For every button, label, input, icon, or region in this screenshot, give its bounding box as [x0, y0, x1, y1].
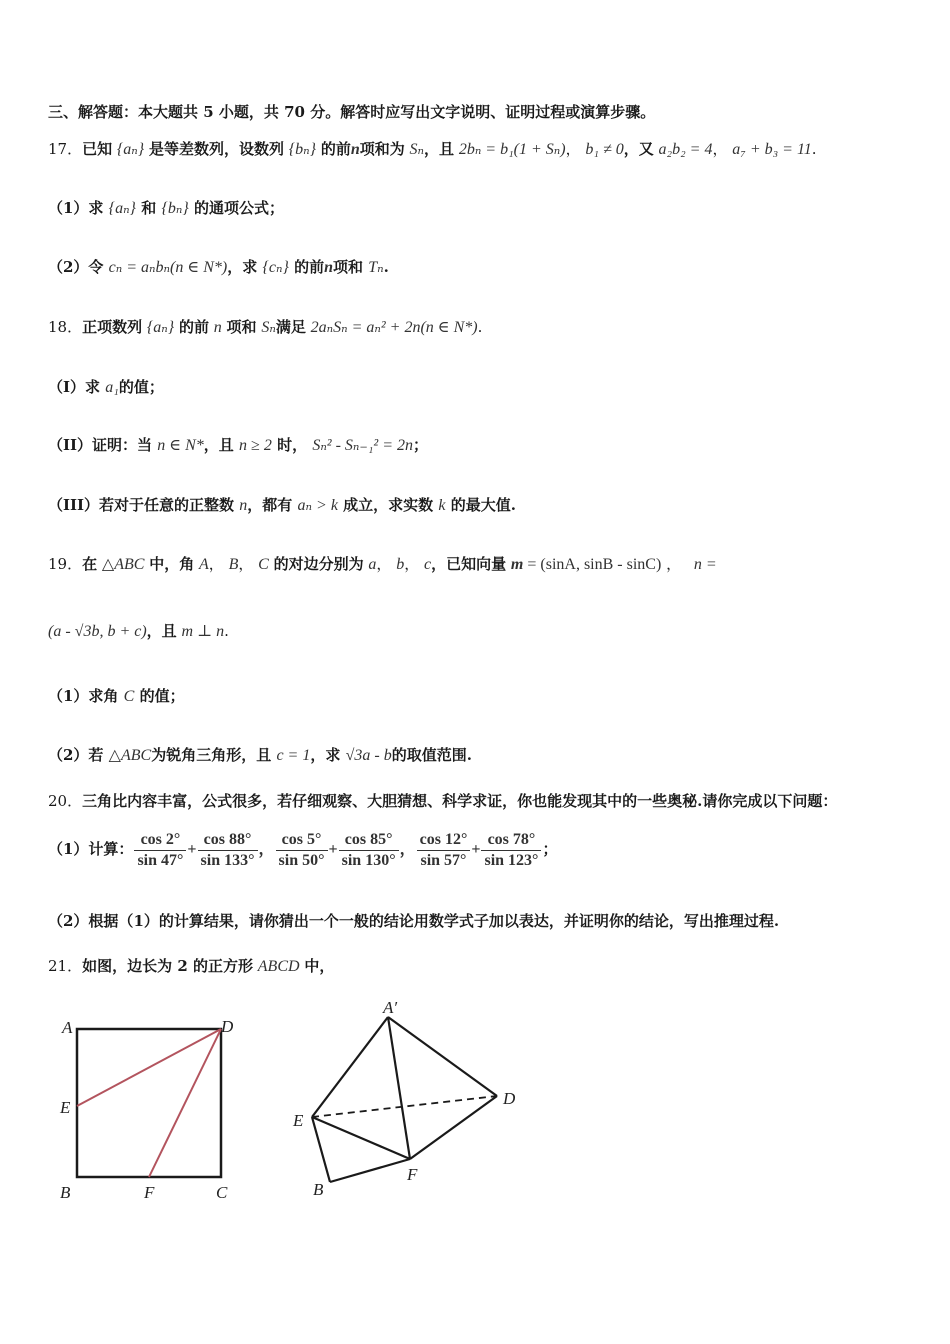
q20-frac6 — [481, 830, 541, 871]
q17-p2-seq-c: {cₙ} — [262, 259, 289, 276]
q19-text-b: 中，角 — [149, 555, 195, 573]
q19-comma2: ， — [238, 555, 254, 573]
label-E2: E — [293, 1111, 304, 1130]
q20-frac5 — [417, 830, 471, 871]
q18-p3-k: k — [438, 497, 446, 514]
q18-text-c: 项和 — [226, 318, 257, 336]
q20-frac6-num: cos 78° — [481, 830, 541, 851]
q17-text-a: 已知 — [82, 140, 113, 158]
q19-A: A — [199, 556, 209, 573]
q20-frac3-den: sin 50° — [278, 851, 325, 869]
q17-p1-seq-a: {aₙ} — [108, 200, 136, 217]
q18-p2-end: ； — [413, 436, 429, 454]
q18-p3-text: 成立，求实数 — [343, 496, 434, 514]
q19-comma4: ， — [404, 555, 420, 573]
q21-number: 21． — [48, 957, 83, 975]
q18-part1 — [48, 376, 164, 399]
q19-stem-cont — [48, 620, 229, 643]
edge-A-D — [388, 1017, 497, 1096]
segment-FD — [149, 1029, 221, 1177]
q19-perp: m ⊥ n — [181, 623, 225, 640]
q17-text-d: 项和为 — [359, 140, 405, 158]
q20-frac2-den: sin 133° — [200, 851, 255, 869]
q20-stem — [48, 790, 837, 812]
q17-p1-text: 的通项公式； — [193, 199, 284, 217]
q19-p2-label: （2）若 — [48, 746, 104, 764]
edge-A-F — [388, 1017, 410, 1159]
figure-pyramid — [285, 995, 535, 1210]
q18-p3-ineq: aₙ > k — [297, 497, 338, 514]
q19-vector-n: (a - √3b, b + c) — [48, 623, 147, 640]
q20-sep2: ， — [399, 841, 416, 858]
q18-p1-label: （I）求 — [48, 378, 101, 396]
q18-text-d: 满足 — [275, 318, 306, 336]
q20-frac4-num: cos 85° — [339, 830, 399, 851]
q20-frac5-num: cos 12° — [417, 830, 471, 851]
edge-E-D-hidden — [312, 1096, 497, 1117]
q18-part3 — [48, 494, 516, 517]
q18-p1-text: 的值； — [118, 378, 164, 396]
q17-Sn: Sₙ — [409, 141, 425, 158]
label-D2: D — [503, 1089, 516, 1108]
q19-part1 — [48, 685, 185, 708]
q18-p2-label: （II）证明：当 — [48, 436, 153, 454]
q17-comma2: ， — [712, 140, 728, 158]
q17-text-b: 是等差数列，设数列 — [148, 140, 284, 158]
square-outline — [77, 1029, 221, 1177]
label-E: E — [60, 1098, 71, 1117]
q21-square: ABCD — [257, 958, 300, 975]
q20-p1-label: （1）计算： — [48, 840, 134, 858]
figure-square — [50, 1010, 250, 1210]
edge-F-D — [410, 1096, 497, 1159]
q19-text-e: ，且 — [146, 622, 177, 640]
q18-p2-eq: Sₙ² - Sₙ₋₁² = 2n — [312, 437, 414, 454]
q18-p2-cond1: n ∈ N* — [157, 437, 204, 454]
q17-n: n — [350, 141, 360, 158]
q20-sep1: ， — [258, 841, 275, 858]
q19-B: B — [228, 556, 239, 573]
q20-frac6-den: sin 123° — [484, 851, 539, 869]
q20-p1-end: ； — [542, 840, 558, 858]
q19-p1-C: C — [123, 688, 135, 705]
q20-text: 三角比内容丰富，公式很多，若仔细观察、大胆猜想、科学求证，你也能发现其中的一些奥秘.请你完成以下问题： — [82, 792, 838, 810]
q18-p3-label: （III）若对于任意的正整数 — [48, 496, 235, 514]
q17-p2-text-b: 项和 — [333, 258, 364, 276]
q19-m-eq: = (sinA, sinB - sinC) — [523, 556, 662, 573]
q18-p2-when: 时， — [277, 436, 308, 454]
q19-comma3: ， — [376, 555, 392, 573]
q18-p2-cond2: n ≥ 2 — [239, 437, 272, 454]
q18-n: n — [213, 319, 222, 336]
q21-text-b: 中， — [304, 957, 335, 975]
q20-frac1 — [134, 830, 186, 871]
q18-p1-a1: a₁ — [105, 379, 119, 396]
q20-frac5-den: sin 57° — [420, 851, 467, 869]
q17-part1 — [48, 197, 284, 220]
q19-n-eq: n = — [693, 556, 717, 573]
q18-Sn: Sₙ — [261, 319, 276, 336]
q20-plus3: + — [471, 841, 481, 858]
q17-part2 — [48, 256, 389, 279]
q18-part2 — [48, 434, 428, 457]
label-C: C — [216, 1183, 228, 1202]
q17-p1-seq-b: {bₙ} — [161, 200, 189, 217]
q17-p2-n: n — [324, 259, 333, 276]
q17-eq3: a₂b₂ = 4 — [658, 141, 713, 158]
q17-text-c: 的前 — [320, 140, 351, 158]
label-F: F — [144, 1183, 155, 1202]
q17-p2-Tn: Tₙ — [368, 259, 384, 276]
q20-frac3 — [276, 830, 328, 871]
q19-C: C — [258, 556, 269, 573]
q17-p2-text-a: 的前 — [294, 258, 325, 276]
q19-c: c — [424, 556, 432, 573]
q20-part1 — [48, 826, 557, 873]
q17-p1-and: 和 — [141, 199, 157, 217]
q17-stem — [48, 138, 817, 161]
q20-frac4 — [339, 830, 399, 871]
q19-triangle: △ABC — [101, 556, 145, 573]
q18-p3-end: 的最大值. — [450, 496, 516, 514]
q20-plus2: + — [328, 841, 338, 858]
q21-text-a: 如图，边长为 2 的正方形 — [82, 957, 253, 975]
q17-eq1: 2bₙ = b₁(1 + Sₙ) — [458, 141, 566, 158]
q17-p1-label: （1）求 — [48, 199, 104, 217]
q20-frac4-den: sin 130° — [341, 851, 396, 869]
q17-comma1: ， — [565, 140, 581, 158]
q20-frac2 — [198, 830, 258, 871]
edge-E-F — [312, 1117, 410, 1159]
q17-p2-label: （2）令 — [48, 258, 104, 276]
label-A-prime: A′ — [383, 998, 398, 1017]
edge-E-B — [312, 1117, 330, 1182]
q19-p2-triangle: △ABC — [108, 747, 152, 764]
q20-plus1: + — [187, 841, 197, 858]
segment-ED — [77, 1029, 221, 1106]
q19-b: b — [396, 556, 405, 573]
q17-seq-a: {aₙ} — [116, 141, 145, 158]
q19-a: a — [368, 556, 377, 573]
q19-p1-label: （1）求角 — [48, 687, 119, 705]
q17-p2-mid: ，求 — [227, 258, 258, 276]
q19-p2-end: 的取值范围. — [391, 746, 472, 764]
label-B2: B — [313, 1180, 324, 1199]
q19-period: . — [224, 622, 229, 640]
q20-frac3-num: cos 5° — [276, 830, 328, 851]
q18-eq: 2aₙSₙ = aₙ² + 2n(n ∈ N*) — [310, 319, 478, 336]
q19-text-c: 的对边分别为 — [273, 555, 364, 573]
q17-eq2: b₁ ≠ 0 — [585, 141, 624, 158]
q17-p2-end: . — [383, 258, 389, 276]
q17-number: 17． — [48, 140, 83, 158]
q18-seq-a: {aₙ} — [146, 319, 175, 336]
edge-B-F — [330, 1159, 410, 1182]
q20-frac1-den: sin 47° — [137, 851, 184, 869]
q18-number: 18． — [48, 318, 83, 336]
section-header: 三、解答题：本大题共 5 小题，共 70 分。解答时应写出文字说明、证明过程或演算步骤。 — [48, 103, 656, 121]
q19-text-d: ，已知向量 — [431, 555, 507, 573]
q18-p3-n: n — [239, 497, 248, 514]
q20-frac2-num: cos 88° — [198, 830, 258, 851]
q17-text-e: ，且 — [424, 140, 455, 158]
q19-comma5: ， — [666, 555, 682, 573]
q18-text-b: 的前 — [178, 318, 209, 336]
q20-frac1-num: cos 2° — [134, 830, 186, 851]
q19-stem — [48, 553, 717, 576]
q19-p2-mid: 为锐角三角形，且 — [151, 746, 272, 764]
q19-p1-text: 的值； — [139, 687, 185, 705]
q17-p2-eq: cₙ = aₙbₙ(n ∈ N*) — [108, 259, 228, 276]
q17-eq4: a₇ + b₃ = 11 — [732, 141, 812, 158]
q17-seq-b: {bₙ} — [288, 141, 317, 158]
q19-part2 — [48, 744, 472, 767]
label-B: B — [60, 1183, 71, 1202]
q19-number: 19． — [48, 555, 83, 573]
q19-comma1: ， — [208, 555, 224, 573]
q19-p2-expr: √3a - b — [345, 747, 392, 764]
q17-period: . — [811, 140, 817, 158]
q18-p3-mid: ，都有 — [247, 496, 293, 514]
q20-number: 20． — [48, 792, 83, 810]
q21-stem — [48, 955, 334, 978]
label-F2: F — [407, 1165, 418, 1184]
q19-p2-ask: ，求 — [310, 746, 341, 764]
q18-p2-mid: ，且 — [203, 436, 234, 454]
label-A: A — [62, 1018, 73, 1037]
q19-vector-m: m — [510, 556, 524, 573]
q18-text-a: 正项数列 — [82, 318, 143, 336]
edge-A-E — [312, 1017, 388, 1117]
label-D: D — [221, 1017, 234, 1036]
q20-part2: （2）根据（1）的计算结果，请你猜出一个一般的结论用数学式子加以表达，并证明你的结论，写出推理过程. — [48, 912, 780, 930]
q17-text-g: ，又 — [623, 140, 654, 158]
q18-stem — [48, 316, 482, 339]
q19-text-a: 在 — [82, 555, 98, 573]
q19-p2-c: c = 1 — [276, 747, 311, 764]
q18-period: . — [477, 318, 483, 336]
